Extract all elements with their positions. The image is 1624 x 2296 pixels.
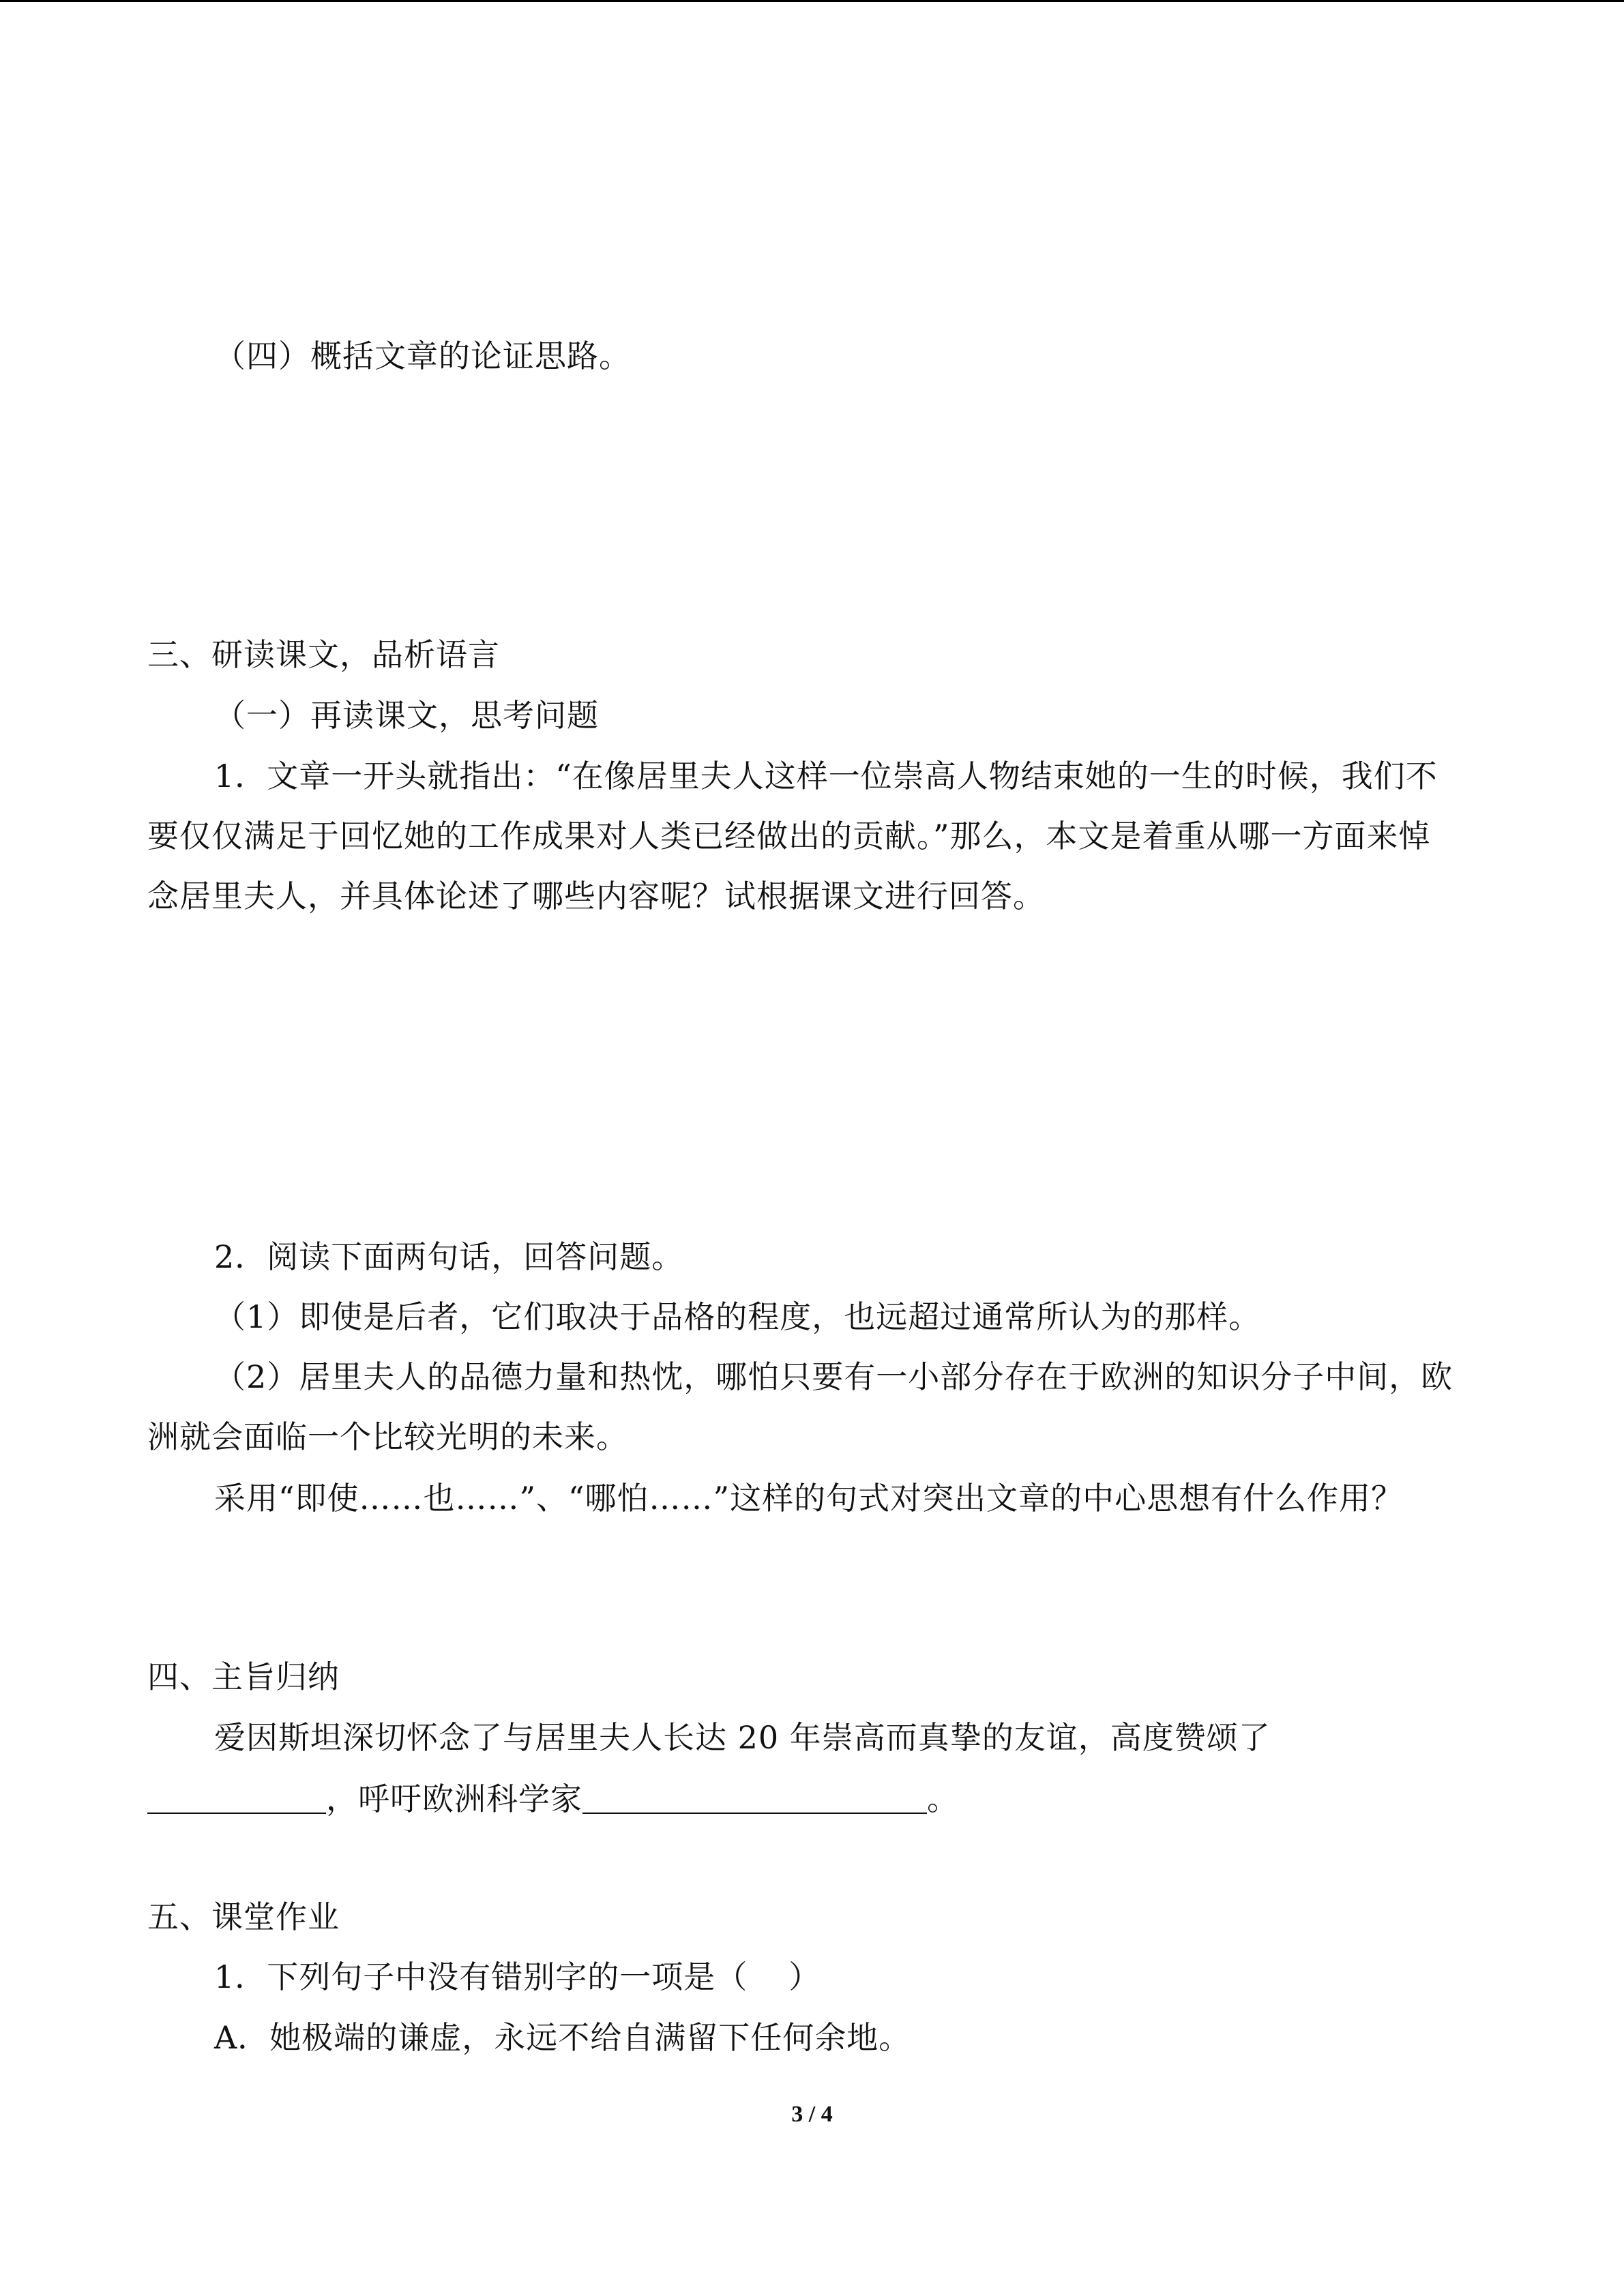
- question-1-line-1: 1．文章一开头就指出：“在像居里夫人这样一位崇高人物结束她的一生的时候，我们不: [214, 758, 1438, 794]
- section-5-option-a: A．她极端的谦虚，永远不给自满留下任何余地。: [214, 2019, 911, 2056]
- section-2-part-4-heading: （四）概括文章的论证思路。: [214, 338, 631, 374]
- section-4-line-2: [147, 1777, 959, 1819]
- section-3-heading: 三、研读课文，品析语言: [147, 636, 500, 673]
- page-number: 3 / 4: [791, 2102, 833, 2127]
- section-5-question-1: [214, 1956, 821, 1997]
- question-2-sentence-2-line-1: （2）居里夫人的品德力量和热忱，哪怕只要有一小部分存在于欧洲的知识分子中间，欧: [214, 1358, 1453, 1395]
- section-4-heading: 四、主旨归纳: [147, 1658, 340, 1695]
- question-2-sentence-1: （1）即使是后者，它们取决于品格的程度，也远超过通常所认为的那样。: [214, 1298, 1261, 1335]
- section-4-line-1: 爱因斯坦深切怀念了与居里夫人长达 20 年崇高而真挚的友谊，高度赞颂了: [214, 1719, 1271, 1756]
- question-2-sentence-2-line-2: 洲就会面临一个比较光明的未来。: [147, 1418, 628, 1455]
- question-1-line-3: 念居里夫人，并具体论述了哪些内容呢？试根据课文进行回答。: [147, 878, 1045, 914]
- question-2-question: 采用“即使……也……”、“哪怕……”这样的句式对突出文章的中心思想有什么作用？: [214, 1480, 1404, 1517]
- section-5-heading: 五、课堂作业: [147, 1898, 340, 1935]
- section-3-subheading: （一）再读课文，思考问题: [214, 697, 599, 734]
- fill-in-blank-1[interactable]: [147, 1781, 326, 1814]
- question-1-line-2: 要仅仅满足于回忆她的工作成果对人类已经做出的贡献。”那么，本文是着重从哪一方面来悼: [147, 818, 1431, 854]
- question-2-intro: 2．阅读下面两句话，回答问题。: [214, 1238, 684, 1275]
- section-4-line-2-middle: ，呼吁欧洲科学家: [326, 1780, 582, 1817]
- section-5-question-1-prefix: 1．下列句子中没有错别字的一项是（: [214, 1958, 748, 1995]
- section-4-line-2-end: 。: [927, 1780, 959, 1817]
- fill-in-blank-2[interactable]: [582, 1781, 927, 1814]
- section-5-question-1-suffix: ）: [788, 1958, 821, 1995]
